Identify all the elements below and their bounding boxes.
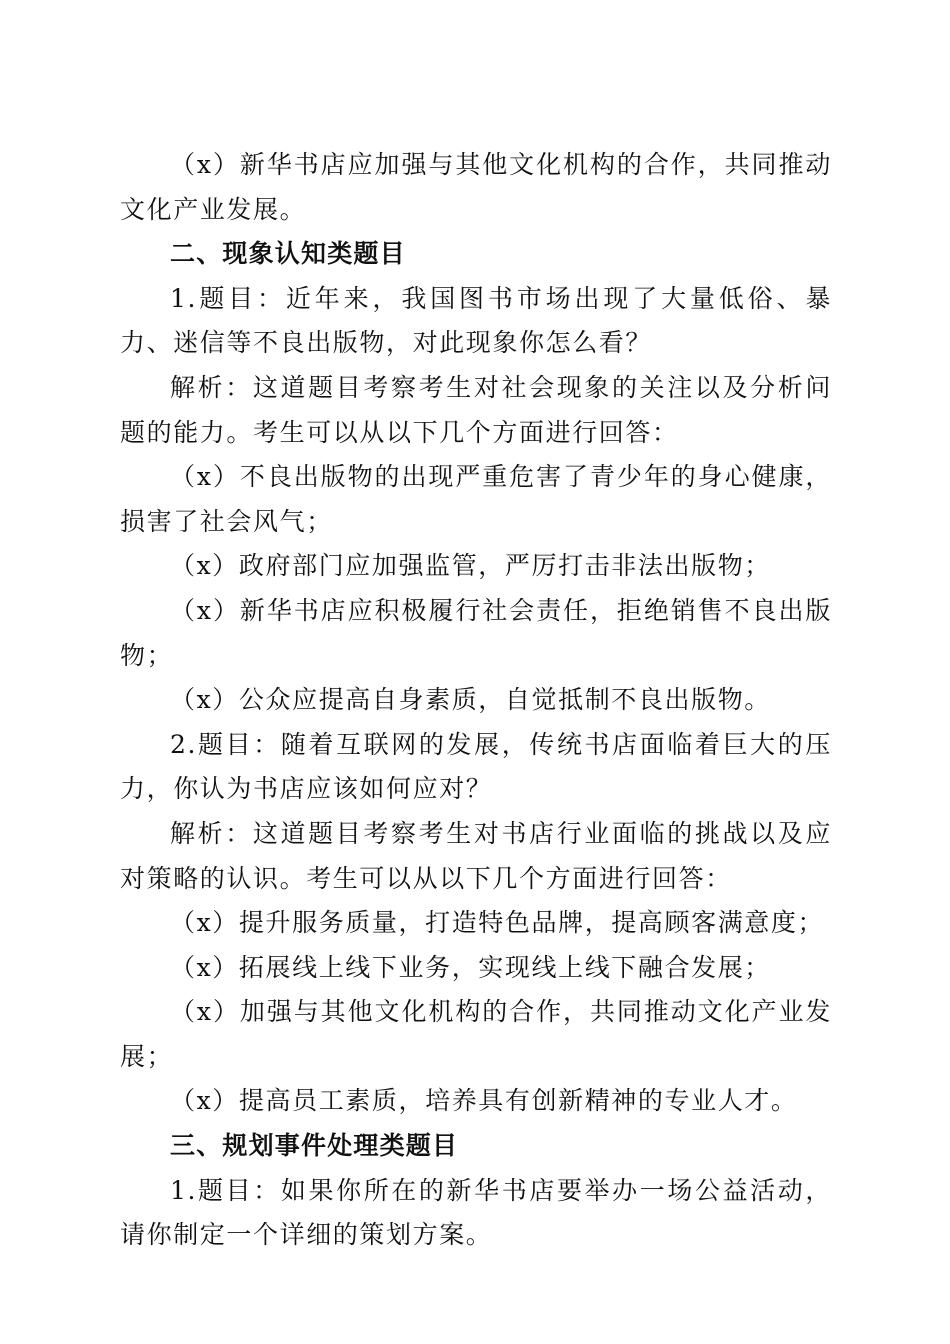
question-2-point: （x）提升服务质量，打造特色品牌，提高顾客满意度； (170, 908, 825, 938)
document-body (120, 143, 832, 1258)
question-2-analysis: 解析：这道题目考察考生对书店行业面临的挑战以及应对策略的认识。考生可以从以下几个方面进行回答： (120, 818, 832, 893)
question-2-prompt: 2.题目：随着互联网的发展，传统书店面临着巨大的压力，你认为书店应该如何应对？ (120, 729, 832, 804)
question-2-point: （x）拓展线上线下业务，实现线上线下融合发展； (170, 952, 771, 982)
question-1-point: （x）不良出版物的出现严重危害了青少年的身心健康，损害了社会风气； (120, 462, 832, 536)
question-1-point: （x）公众应提高自身素质，自觉抵制不良出版物。 (170, 685, 771, 715)
question-1-point: （x）政府部门应加强监管，严厉打击非法出版物； (170, 551, 771, 581)
question-1-analysis: 解析：这道题目考察考生对社会现象的关注以及分析问题的能力。考生可以从以下几个方面进行回答： (120, 372, 832, 447)
section-heading-planning: 三、规划事件处理类题目 (170, 1131, 459, 1161)
planning-question-1-prompt: 1.题目：如果你所在的新华书店要举办一场公益活动，请你制定一个详细的策划方案。 (120, 1175, 832, 1250)
question-2-point: （x）提高员工素质，培养具有创新精神的专业人才。 (170, 1086, 798, 1116)
paragraph-cooperation-note: （x）新华书店应加强与其他文化机构的合作，共同推动文化产业发展。 (120, 150, 832, 224)
section-heading-phenomenon: 二、现象认知类题目 (170, 239, 406, 269)
question-1-point: （x）新华书店应积极履行社会责任，拒绝销售不良出版物； (120, 595, 832, 670)
question-1-prompt: 1.题目：近年来，我国图书市场出现了大量低俗、暴力、迷信等不良出版物，对此现象你怎么看？ (120, 283, 832, 358)
question-2-point: （x）加强与其他文化机构的合作，共同推动文化产业发展； (120, 997, 832, 1071)
